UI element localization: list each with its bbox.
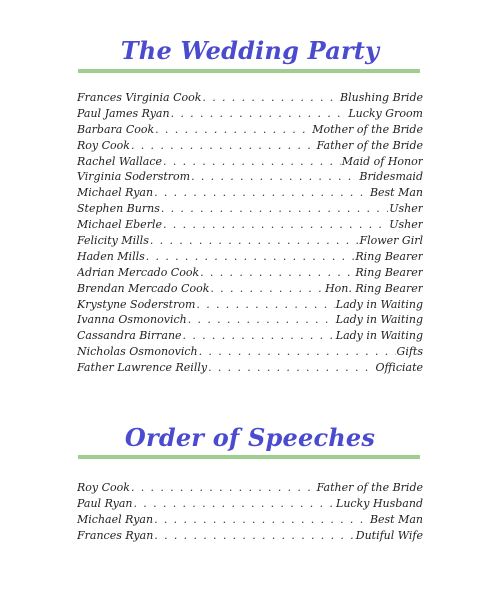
person-name: Frances Ryan: [77, 528, 154, 542]
person-name: Krystyne Soderstrom: [77, 297, 196, 311]
dot-leader: [199, 345, 396, 358]
person-role: Mother of the Bride: [312, 122, 423, 136]
party-member-row: [77, 155, 423, 171]
speeches-list: [77, 481, 423, 545]
person-role: Best Man: [369, 186, 423, 200]
party-member-row: [77, 298, 423, 314]
person-role: Dutiful Wife: [355, 528, 423, 542]
person-role: Gifts: [396, 345, 423, 359]
person-name: Felicity Mills: [77, 234, 149, 248]
person-role: Father of the Bride: [316, 481, 423, 494]
party-member-row: [77, 345, 423, 361]
person-name: Roy Cook: [77, 138, 130, 152]
dot-leader: [200, 266, 354, 279]
dot-leader: [131, 139, 316, 152]
dot-leader: [202, 91, 339, 104]
party-member-row: [77, 107, 423, 123]
party-member-row: [77, 170, 423, 186]
dot-leader: [134, 497, 336, 510]
person-name: Ivanna Osmonovich: [77, 313, 187, 327]
speeches-title: Order of Speeches: [124, 423, 376, 452]
person-role: Usher: [389, 202, 423, 216]
dot-leader: [183, 329, 335, 342]
person-role: Flower Girl: [359, 234, 423, 248]
party-member-row: [77, 91, 423, 107]
dot-leader: [163, 155, 341, 168]
wedding-party-divider: [78, 69, 420, 73]
person-name: Roy Cook: [77, 481, 130, 494]
party-member-row: [77, 250, 423, 266]
person-role: Maid of Honor: [341, 154, 423, 168]
person-name: Virginia Soderstrom: [77, 170, 191, 184]
dot-leader: [131, 481, 316, 494]
person-name: Paul Ryan: [77, 496, 133, 510]
person-name: Rachel Wallace: [77, 154, 163, 168]
person-role: Best Man: [369, 512, 423, 526]
dot-leader: [188, 313, 335, 326]
person-name: Paul James Ryan: [77, 106, 170, 120]
wedding-party-list: [77, 91, 423, 377]
dot-leader: [146, 250, 355, 263]
person-name: Cassandra Birrane: [77, 329, 182, 343]
person-name: Haden Mills: [77, 249, 145, 263]
person-name: Frances Virginia Cook: [77, 91, 202, 104]
dot-leader: [154, 186, 369, 199]
dot-leader: [161, 202, 388, 215]
person-name: Brendan Mercado Cook: [77, 281, 210, 295]
person-name: Michael Ryan: [77, 512, 154, 526]
person-role: Hon. Ring Bearer: [325, 281, 423, 295]
party-member-row: [77, 186, 423, 202]
dot-leader: [191, 170, 358, 183]
speech-row: [77, 513, 423, 529]
person-name: Michael Ryan: [77, 186, 154, 200]
person-role: Blushing Bride: [340, 91, 423, 104]
dot-leader: [171, 107, 348, 120]
person-role: Ring Bearer: [355, 265, 423, 279]
party-member-row: [77, 234, 423, 250]
person-role: Lady in Waiting: [335, 313, 423, 327]
party-member-row: [77, 361, 423, 377]
person-name: Adrian Mercado Cook: [77, 265, 200, 279]
wedding-party-title: The Wedding Party: [120, 36, 380, 65]
dot-leader: [155, 123, 311, 136]
dot-leader: [150, 234, 359, 247]
dot-leader: [196, 298, 334, 311]
party-member-row: [77, 329, 423, 345]
person-role: Bridesmaid: [359, 170, 423, 184]
speech-row: [77, 529, 423, 545]
speech-row: [77, 481, 423, 497]
person-role: Officiate: [375, 361, 423, 375]
party-member-row: [77, 282, 423, 298]
person-name: Michael Eberle: [77, 218, 162, 232]
person-name: Father Lawrence Reilly: [77, 361, 208, 375]
person-name: Nicholas Osmonovich: [77, 345, 198, 359]
dot-leader: [208, 361, 374, 374]
party-member-row: [77, 123, 423, 139]
party-member-row: [77, 218, 423, 234]
speech-row: [77, 497, 423, 513]
speeches-divider: [78, 455, 420, 459]
dot-leader: [210, 282, 324, 295]
person-name: Barbara Cook: [77, 122, 155, 136]
person-role: Lucky Husband: [336, 496, 423, 510]
person-name: Stephen Burns: [77, 202, 160, 216]
party-member-row: [77, 139, 423, 155]
party-member-row: [77, 266, 423, 282]
person-role: Father of the Bride: [316, 138, 423, 152]
party-member-row: [77, 313, 423, 329]
person-role: Lucky Groom: [348, 106, 423, 120]
person-role: Usher: [389, 218, 423, 232]
person-role: Lady in Waiting: [335, 297, 423, 311]
dot-leader: [154, 529, 354, 542]
person-role: Lady in Waiting: [335, 329, 423, 343]
dot-leader: [154, 513, 369, 526]
party-member-row: [77, 202, 423, 218]
dot-leader: [163, 218, 388, 231]
person-role: Ring Bearer: [355, 249, 423, 263]
